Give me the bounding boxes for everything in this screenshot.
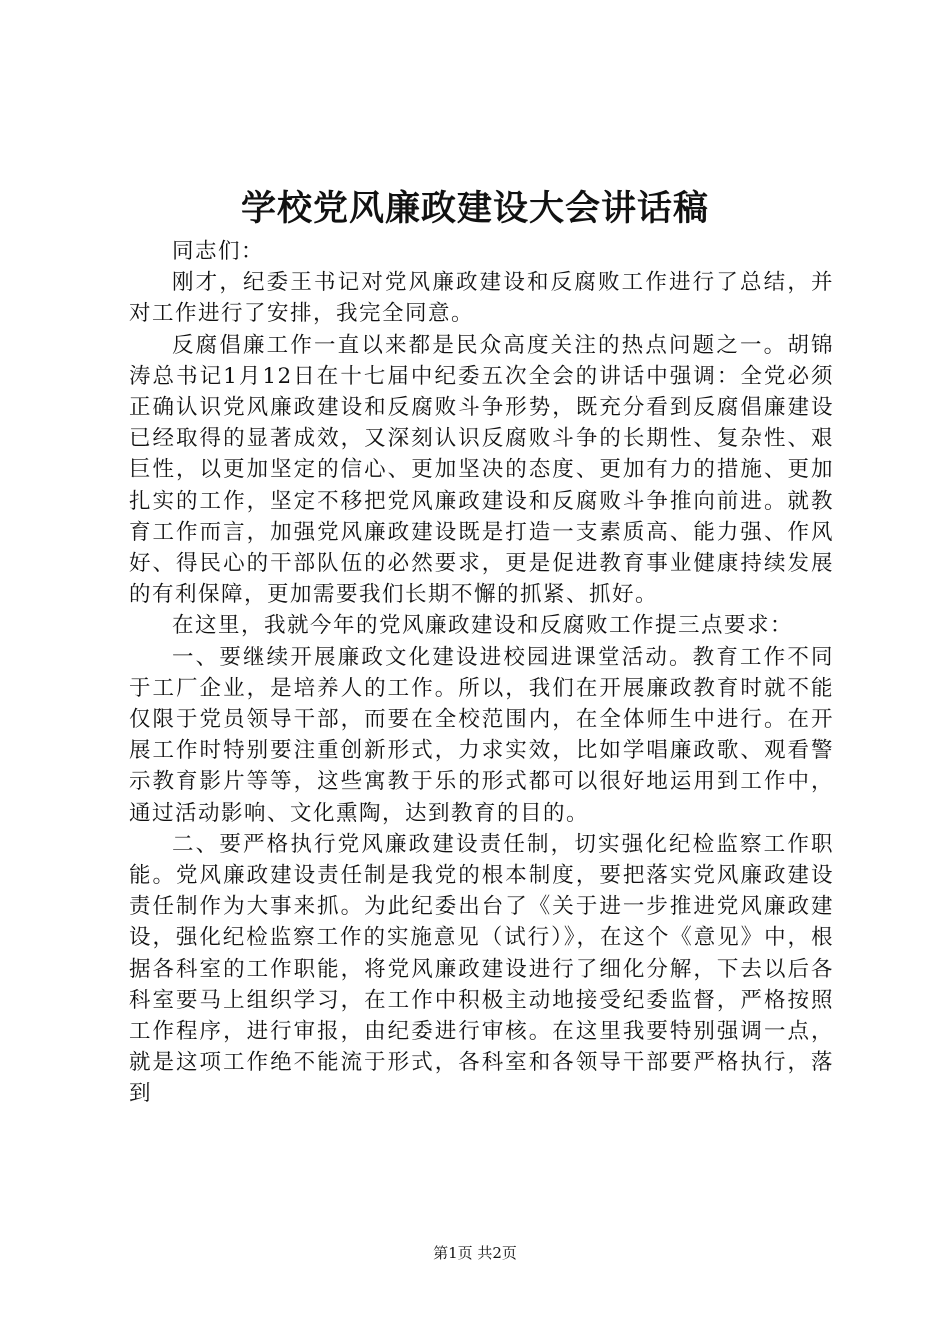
paragraph-4: 一、要继续开展廉政文化建设进校园进课堂活动。教育工作不同于工厂企业，是培养人的工作。所以，我们在开展廉政教育时就不能仅限于党员领导干部，而要在全校范围内，在全体师生中进行。在开展工作时特别要注重创新形式，力求实效，比如学唱廉政歌、观看警示教育影片等等，这些寓教于乐的形式都可以很好地运用到工作中，通过活动影响、文化熏陶，达到教育的目的。 <box>129 644 834 826</box>
page-number-footer: 第1页 共2页 <box>433 1244 517 1262</box>
paragraph-1: 刚才，纪委王书记对党风廉政建设和反腐败工作进行了总结，并对工作进行了安排，我完全同意。 <box>129 270 834 327</box>
paragraph-salutation: 同志们： <box>172 239 265 264</box>
document-title: 学校党风廉政建设大会讲话稿 <box>240 188 709 229</box>
paragraph-3: 在这里，我就今年的党风廉政建设和反腐败工作提三点要求： <box>172 613 794 639</box>
document-body <box>129 236 834 1110</box>
paragraph-5: 二、要严格执行党风廉政建设责任制，切实强化纪检监察工作职能。党风廉政建设责任制是我党的根本制度，要把落实党风廉政建设责任制作为大事来抓。为此纪委出台了《关于进一步推进党风廉政建设，强化纪检监察工作的实施意见（试行）》，在这个《意见》中，根据各科室的工作职能，将党风廉政建设进行了细化分解，下去以后各科室要马上组织学习，在工作中积极主动地接受纪委监督，严格按照工作程序，进行审报，由纪委进行审核。在这里我要特别强调一点，就是这项工作绝不能流于形式，各科室和各领导干部要严格执行，落到 <box>129 831 834 1107</box>
paragraph-2: 反腐倡廉工作一直以来都是民众高度关注的热点问题之一。胡锦涛总书记1月12日在十七届中纪委五次全会的讲话中强调：全党必须正确认识党风廉政建设和反腐败斗争形势，既充分看到反腐倡廉建设已经取得的显著成效，又深刻认识反腐败斗争的长期性、复杂性、艰巨性，以更加坚定的信心、更加坚决的态度、更加有力的措施、更加扎实的工作，坚定不移把党风廉政建设和反腐败斗争推向前进。就教育工作而言，加强党风廉政建设既是打造一支素质高、能力强、作风好、得民心的干部队伍的必然要求，更是促进教育事业健康持续发展的有利保障，更加需要我们长期不懈的抓紧、抓好。 <box>129 332 834 608</box>
